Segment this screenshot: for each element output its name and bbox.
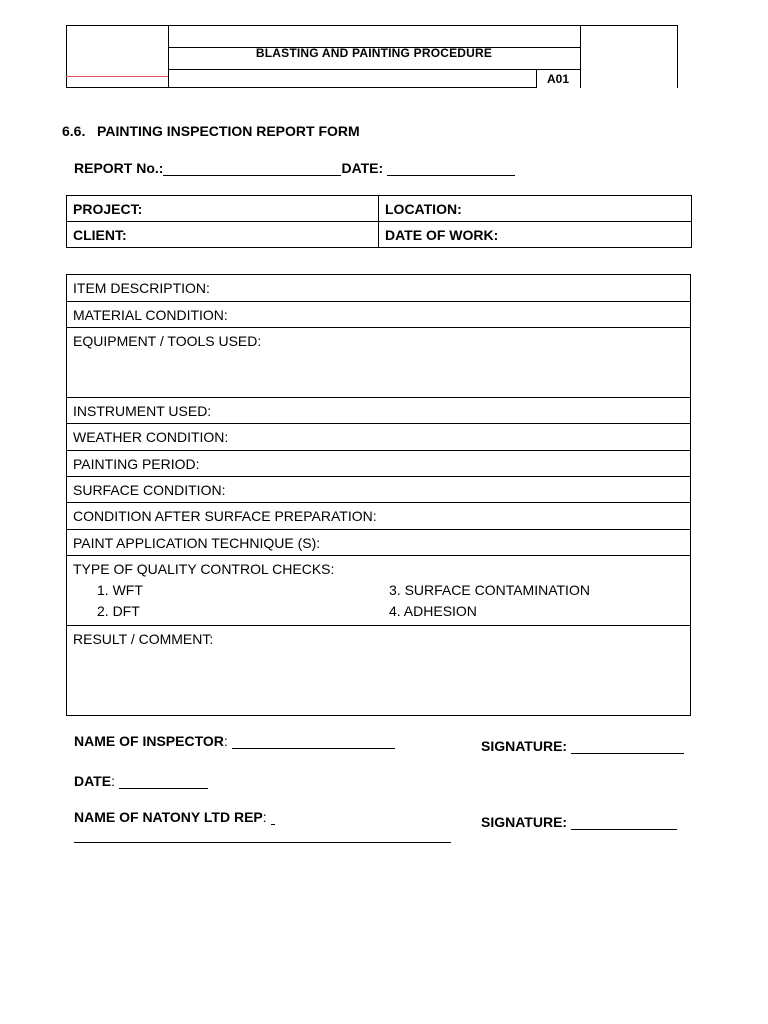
inspector-name-field[interactable] (232, 733, 395, 749)
header-bottom-rule (168, 87, 536, 88)
application-technique-label: PAINT APPLICATION TECHNIQUE (S): (73, 535, 321, 551)
rep-name-field[interactable] (74, 842, 451, 843)
header-border-col2 (580, 25, 581, 88)
surface-condition-row[interactable] (67, 476, 690, 502)
project-cell[interactable] (67, 196, 379, 222)
header-red-rule (66, 76, 168, 77)
section-number: 6.6. (62, 123, 86, 139)
qc-item-surface-contamination: 3. SURFACE CONTAMINATION (389, 582, 590, 598)
after-prep-row[interactable] (67, 502, 690, 529)
instrument-used-row[interactable] (67, 397, 690, 423)
inspector-signature-field[interactable] (571, 738, 684, 754)
report-line (74, 160, 515, 176)
client-label: CLIENT: (73, 226, 127, 243)
client-cell[interactable] (67, 222, 379, 248)
instrument-used-label: INSTRUMENT USED: (73, 403, 212, 419)
header-border-top (66, 25, 678, 26)
result-comment-row[interactable] (67, 625, 690, 715)
weather-condition-label: WEATHER CONDITION: (73, 429, 229, 445)
header-border-left (66, 25, 67, 88)
rep-name-field-start[interactable] (271, 809, 275, 825)
rep-signature-label: SIGNATURE: (481, 814, 568, 830)
inspector-signature-label: SIGNATURE: (481, 738, 568, 754)
painting-period-label: PAINTING PERIOD: (73, 456, 200, 472)
rep-signature-line (481, 814, 677, 830)
footer-date-line: DATE: (74, 773, 208, 789)
header-logo-bottom-rule (66, 87, 168, 88)
location-label: LOCATION: (385, 200, 462, 217)
inspector-signature-line (481, 738, 684, 754)
qc-item-wft: 1. WFT (97, 582, 143, 598)
qc-checks-row[interactable] (67, 555, 690, 625)
project-label: PROJECT: (73, 200, 143, 217)
application-technique-row[interactable] (67, 529, 690, 555)
rep-signature-field[interactable] (571, 814, 677, 830)
location-cell[interactable] (379, 196, 692, 222)
inspection-details-table (66, 274, 691, 716)
material-condition-row[interactable] (67, 301, 690, 327)
item-description-label: ITEM DESCRIPTION: (73, 280, 210, 296)
section-heading (62, 123, 360, 139)
section-title: PAINTING INSPECTION REPORT FORM (97, 123, 360, 139)
header-border-right (677, 25, 678, 88)
report-date-field[interactable] (387, 160, 515, 176)
header-title: BLASTING AND PAINTING PROCEDURE (255, 46, 493, 60)
header-revision: A01 (546, 72, 569, 86)
report-no-label: REPORT No.: (74, 160, 164, 176)
qc-item-dft: 2. DFT (97, 603, 140, 619)
result-comment-label: RESULT / COMMENT: (73, 631, 214, 647)
info-row-1 (67, 196, 692, 222)
info-row-2 (67, 222, 692, 248)
footer-date-field[interactable] (119, 773, 208, 789)
item-description-row[interactable] (67, 275, 690, 301)
qc-item-adhesion: 4. ADHESION (389, 603, 477, 619)
weather-condition-row[interactable] (67, 423, 690, 450)
report-no-field[interactable] (163, 160, 341, 176)
header-title-bottom-rule (168, 69, 581, 70)
rep-name-label: NAME OF NATONY LTD REP (74, 809, 263, 825)
inspector-name-line: NAME OF INSPECTOR: (74, 733, 395, 749)
report-date-label: DATE: (341, 160, 384, 176)
rep-name-line: NAME OF NATONY LTD REP: (74, 809, 275, 825)
material-condition-label: MATERIAL CONDITION: (73, 307, 228, 323)
equipment-tools-row[interactable] (67, 327, 690, 397)
footer-date-label: DATE (74, 773, 112, 789)
qc-checks-label: TYPE OF QUALITY CONTROL CHECKS: (73, 561, 335, 577)
equipment-tools-label: EQUIPMENT / TOOLS USED: (73, 333, 262, 349)
project-info-table (66, 195, 692, 248)
after-prep-label: CONDITION AFTER SURFACE PREPARATION: (73, 508, 377, 524)
surface-condition-label: SURFACE CONDITION: (73, 482, 226, 498)
inspector-name-label: NAME OF INSPECTOR (74, 733, 224, 749)
date-of-work-label: DATE OF WORK: (385, 226, 499, 243)
painting-period-row[interactable] (67, 450, 690, 476)
date-of-work-cell[interactable] (379, 222, 692, 248)
